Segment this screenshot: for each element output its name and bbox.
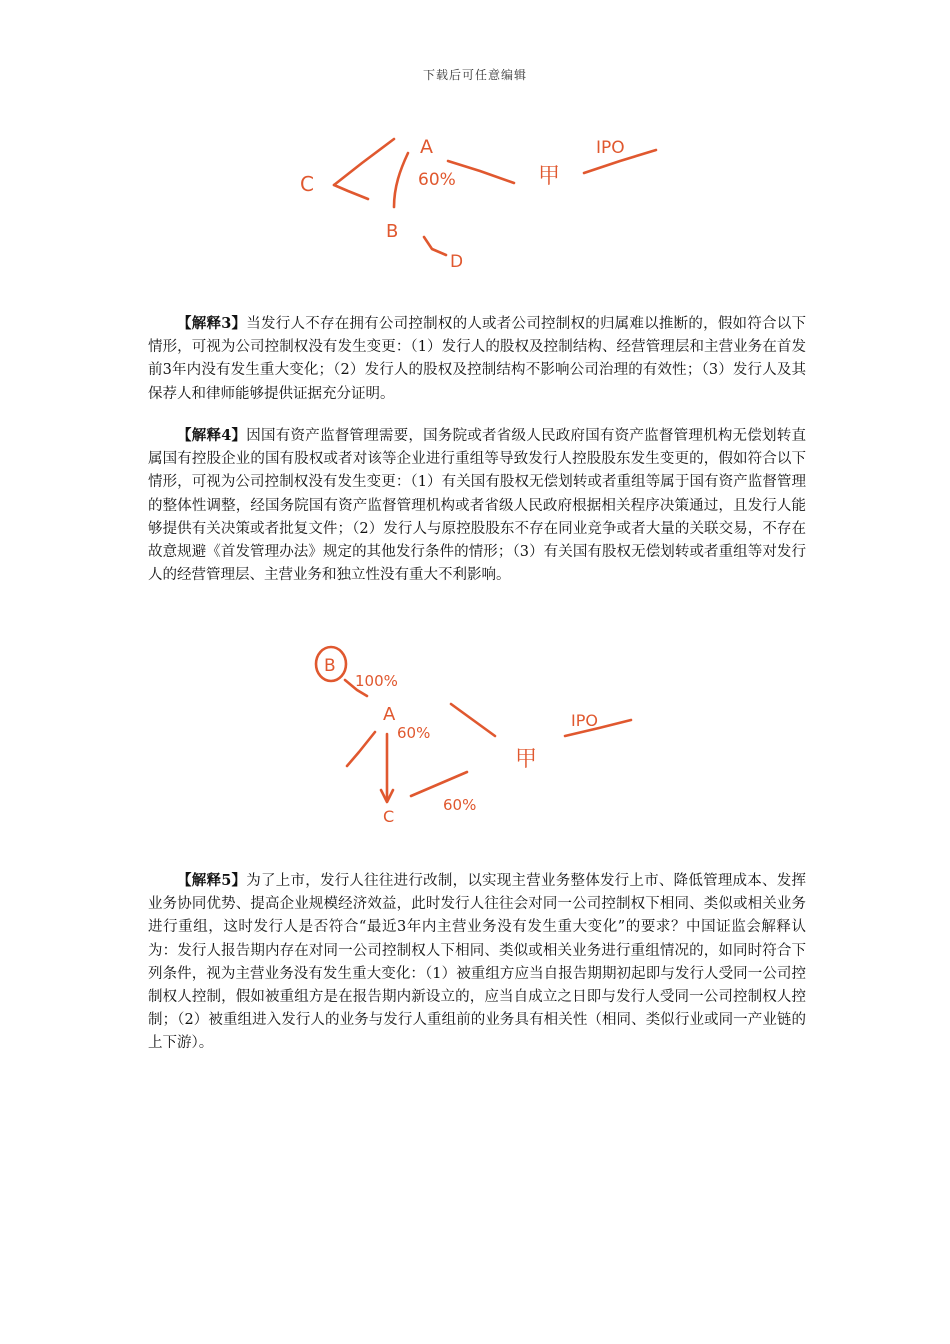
label-jia: 甲 [515,747,538,772]
label-c: C [383,807,395,826]
sketch-stroke [448,161,514,183]
ownership-sketch-1 [290,125,670,280]
paragraph-text: 因国有资产监督管理需要，国务院或者省级人民政府国有资产监督管理机构无偿划转直属国有控股企业的国有股权或者对该等企业进行重组等导致发行人控股股东发生变更的，假如符合以下情形，可视为公司控制权没有发生变更：（1）有关国有股权无偿划转或者重组等属于国有资产监督管理的整体性调整，经国务院国有资产监督管理机构或者省级人民政府根据相关程序决策通过，且发行人能够提供有关决策或者批复文件；（2）发行人与原控股股东不存在同业竞争或者大量的关联交易，不存在故意规避《首发管理办法》规定的其他发行条件的情形；（3）有关国有股权无偿划转或者重组等对发行人的经营管理层、主营业务和独立性没有重大不利影响。 [148,428,807,584]
label-jia: 甲 [538,164,561,189]
sketch-stroke [411,772,467,796]
paragraph-label: 【解释5】 [177,872,247,889]
label-b: B [386,221,399,242]
paragraph-text: 当发行人不存在拥有公司控制权的人或者公司控制权的归属难以推断的，假如符合以下情形，可视为公司控制权没有发生变更：（1）发行人的股权及控制结构、经营管理层和主营业务在首发前3年内没有发生重大变化；（2）发行人的股权及控制结构不影响公司治理的有效性；（3）发行人及其保荐人和律师能够提供证据充分证明。 [148,316,807,402]
label-ipo: IPO [571,711,598,730]
sketch-stroke [334,185,368,199]
paragraph-label: 【解释4】 [177,427,247,444]
sketch-stroke [347,732,375,766]
sketch-stroke [424,237,446,255]
paragraph-explanation-5 [148,869,806,1056]
label-100pct: 100% [355,672,398,690]
label-b: B [324,656,336,676]
sketch-stroke [394,153,408,207]
page-header: 下载后可任意编辑 [422,68,527,82]
paragraph-label: 【解释3】 [177,315,247,332]
ownership-sketch-2 [305,640,645,830]
label-60pct: 60% [418,170,456,190]
label-ipo: IPO [596,138,625,158]
sketch-stroke [334,139,394,185]
paragraph-text: 为了上市，发行人往往进行改制，以实现主营业务整体发行上市、降低管理成本、发挥业务协同优势、提高企业规模经济效益，此时发行人往往会对同一公司控制权下相同、类似或相关业务进行重组，这时发行人是否符合“最近3年内主营业务没有发生重大变化”的要求？中国证监会解释认为：发行人报告期内存在对同一公司控制权人下相同、类似或相关业务进行重组情况的，如同时符合下列条件，视为主营业务没有发生重大变化：（1）被重组方应当自报告期期初起即与发行人受同一公司控制权人控制，假如被重组方是在报告期内新设立的，应当自成立之日即与发行人受同一公司控制权人控制；（2）被重组进入发行人的业务与发行人重组前的业务具有相关性（相同、类似行业或同一产业链的上下游）。 [148,873,807,1052]
label-60pct-a: 60% [397,724,431,742]
label-d: D [450,252,464,272]
paragraph-explanation-3 [148,312,806,406]
label-a: A [383,704,396,725]
label-c: C [300,172,314,196]
label-a: A [420,136,433,158]
label-60pct-c: 60% [443,796,477,814]
sketch-stroke [451,704,495,736]
paragraph-explanation-4 [148,424,806,587]
